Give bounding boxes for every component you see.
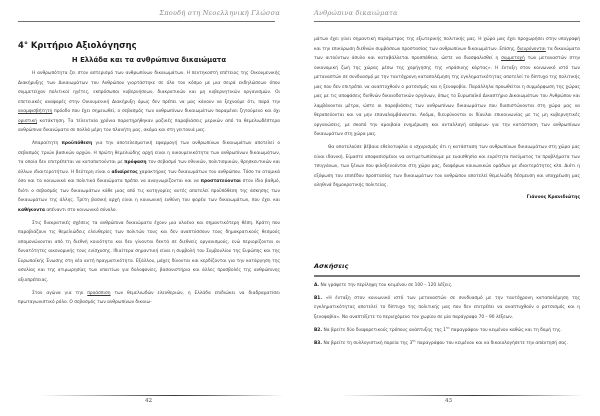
exercise-label: Α. — [314, 283, 321, 288]
article-body-continued — [314, 35, 580, 203]
text-run: Η ανθρωπότητα ζει στον αστερισμό των ανθρωπίνων δικαιωμάτων. Η πεντηκοστή επέτειος της Οικουμενικής Διακήρυξης των Δικαιωμάτων του Ανθρώπου γιορτάστηκε σε όλο τον κόσμο με μια σειρά εκδηλώσεων όπου συμμετείχαν πολιτικοί ηγέτες, εκπρόσωποι κυβερνήσεων, διακρατικών και μη κυβερνητικών οργανισμών. Οι επετειακές αναφορές στην Οικουμενική Διακήρυξη όμως δεν πρέπει να μας κάνουν να ξεχνούμε ότι, παρά την — [18, 71, 280, 105]
exercise-text: παραγράφου του κειμένου και να δικαιολογήσετε την απάντησή σας. — [415, 341, 568, 347]
exercise-item — [314, 281, 580, 290]
exercises-heading: Ασκήσεις — [314, 262, 349, 270]
bold-term: καθήκοντα — [18, 207, 45, 213]
paragraph — [314, 143, 580, 191]
author-signature: Γιάννος Κρανιδιώτης — [526, 195, 580, 200]
text-run: Στον αγώνα για την — [32, 290, 88, 296]
text-run: κατάκτηση. Τα τελευταία χρόνια παρατηρήθηκαν μαζικές παραβιάσεις μερικών από τα θεμελιωδέστερα ανθρώπινα δικαιώματα σε πολλά μέρη του πλανήτη μας, ακόμα και στη γειτονιά μας. — [18, 118, 280, 133]
exercise-text: «Η ένταξη στον κοινωνικό ιστό των μεταναστών σε συνδυασμό με την ταυτόχρονη καταπολέμηση της εγκληματικότητας αποτελεί το δίπτυχο της πολιτικής μας που δεν επιτρέπει να αναπτυχθούν ο ρατσισμός και η ξενοφοβία». Να αναπτύξετε το περιεχόμενο του χωρίου σε μία παράγραφο 70 – 90 λέξεων. — [314, 296, 580, 320]
exercise-label: Β1. — [314, 296, 326, 302]
article-paragraphs — [314, 35, 580, 191]
paragraph — [18, 69, 280, 136]
running-head: Ανθρώπινα δικαιώματα — [314, 9, 398, 17]
exercise-text: Να βρείτε δύο διαφορετικούς τρόπους ανάπτυξης της 1 — [323, 327, 447, 333]
right-page-content — [314, 0, 580, 416]
text-run: Θα αποτελούσε βέβαια εθελοτυφλία ο ισχυρισμός ότι η κατάσταση των ανθρωπίνων δικαιωμάτων στη χώρα μας είναι ιδανική. Είμαστε αποφασισμένοι να αντιμετωπίσουμε με ευαισθησία και ευρύτητα πνεύματος τα προβλήματα των τσιγγάνων, των ξένων που φιλοξενούνται στη χώρα μας, διαφόρων κοινωνικών ομάδων με ιδιαιτερότητες κλπ. Διότι η εξύψωση του επιπέδου προστασίας των δικαιωμάτων του ανθρώπου αποτελεί θεμελιώδη δέσμευση και υποχρέωση μας αληθινά δημοκρατικής πολιτείας. — [314, 145, 580, 188]
underlined-term: οριστική — [18, 118, 38, 124]
underlined-term: αναμφισβήτητη — [18, 109, 53, 114]
text-run: των μεταναστών στην οικονομική ζωή της χώρας μέσω της χορήγησης της «πράσινης κάρτας». Η ένταξη στον κοινωνικό ιστό των μεταναστών σε συνδυασμό με την ταυτόχρονη καταπολέμηση της εγκληματικότητας αποτελεί το δίπτυχο της πολιτικής μας που δεν επιτρέπει να αναπτυχθούν ο ρατσισμός και η ξενοφοβία. Παράλληλα προωθείται η συμμόρφωση της χώρας μας με τις αποφάσεις διεθνών δικαιοδοτικών οργάνων, όπως το Ευρωπαϊκό Δικαστήριο Δικαιωμάτων του Ανθρώπου και λαμβάνονται μέτρα, ώστε οι παραβιάσεις των ανθρωπίνων δικαιωμάτων που διαπιστώνονται στη χώρα μας να θεραπεύονται και να μην επαναλαμβάνονται. Ακόμα, διευρύνονται οι δίαυλοι επικοινωνίας με τις μη κυβερνητικές οργανώσεις, με σκοπό την αμοιβαία ενημέρωση και ανταλλαγή απόψεων για την κατάσταση των ανθρωπίνων δικαιωμάτων στη χώρα μας. — [314, 56, 580, 137]
text-run: στον ίδιο βαθμό, διότι ο σεβασμός των δικαιωμάτων κάθε μιας από τις κατηγορίες αυτές αποτελεί προϋπόθεση της άσκησης των δικαιωμάτων της άλλης. Τρίτη βασική αρχή είναι η κοινωνική ευθύνη του φορέα των δικαιωμάτων, που έχει και — [18, 179, 280, 203]
section-title: 4° Κριτήριο Αξιολόγησης — [18, 40, 137, 50]
exercise-text: Να βρείτε τη συλλογιστική πορεία της 3 — [323, 341, 413, 347]
exercise-item — [314, 294, 580, 322]
exercise-text: παραγράφου του κειμένου καθώς και τη δομή της. — [449, 327, 562, 333]
underlined-term: προάσπιση — [87, 290, 111, 296]
text-run: χαρακτήρας των δικαιωμάτων του ανθρώπου. Τόσο τα ατομικά όσο και τα κοινωνικά και πολιτικά δικαιώματα πρέπει να αναγνωρίζονται και να — [18, 169, 280, 184]
right-page — [300, 0, 600, 416]
bold-term: αδιαίρετος — [111, 169, 138, 175]
page-number: 43 — [445, 398, 453, 404]
underlined-term: συμμετοχή — [501, 56, 525, 61]
exercise-item — [314, 339, 580, 348]
exercise-item — [314, 326, 580, 335]
text-run: για την αποτελεσματική εφαρμογή των ανθρωπίνων δικαιωμάτων αποτελεί ο σεβασμός τριών βασικών αρχών. Η πρώτη θεμελιώδης αρχή είναι η οικουμενικότητα των ανθρωπίνων δικαιωμάτων, τα οποία δεν επιτρέπεται να καταπατούνται με — [18, 141, 280, 165]
text-run: των θεμελιωδών ελευθεριών, η Ελλάδα επιδιώκει να διαδραματίσει πρωταγωνιστικό ρόλο. Ο σεβασμός των ανθρωπίνων δικαιω- — [18, 290, 281, 305]
running-head: Σπουδή στη Νεοελληνική Γλώσσα — [159, 9, 280, 17]
article-body — [18, 69, 280, 311]
paragraph — [18, 219, 280, 286]
bold-term: προστατεύονται — [200, 179, 241, 184]
footer-rule — [340, 395, 584, 396]
bold-term: πρόφαση — [124, 160, 147, 165]
text-run: τον σεβασμό των εθνικών, πολιτισμικών, θρησκευτικών και άλλων ιδιαιτεροτήτων. Η δεύτερη είναι ο — [18, 160, 280, 175]
footer-rule — [40, 395, 284, 396]
paragraph — [314, 35, 580, 140]
exercise-label: Β3. — [314, 341, 324, 347]
header-rule — [314, 21, 580, 22]
exercise-text: Να γράψετε την περίληψη του κειμένου σε 100 – 120 λέξεις. — [320, 283, 453, 288]
text-run: απέναντι στο κοινωνικό σύνολο. — [44, 207, 117, 213]
text-run: τα δικαιώματα των αιτούντων άσυλο και καταβάλλεται προσπάθεια, ώστε να διασφαλισθεί η — [314, 46, 580, 61]
paragraph — [18, 139, 280, 215]
paragraph — [18, 289, 280, 308]
text-run: μάτων έχει γίνει σημαντική παράμετρος της εξωτερικής πολιτικής μας. Η χώρα μας έχει προχωρήσει στην υπογραφή και την επικύρωση διεθνών συμβάσεων προστασίας των ανθρωπίνων δικαιωμάτων. Επίσης, — [314, 37, 580, 52]
bold-term: προϋπόθεση — [61, 141, 93, 146]
text-run: πρόοδο που έχει σημειωθεί, ο σεβασμός των ανθρωπίνων δικαιωμάτων παραμένει ζητούμενο και όχι — [52, 109, 280, 114]
text-run: Στις διακρατικές σχέσεις τα ανθρώπινα δικαιώματα έχουν μια ολοένα και σημαντικότερη θέση. Κράτη που παραβιάζουν τις θεμελιώδεις ελευθερίες των πολιτών τους και δεν αναπτύσσουν τους δημοκρατικούς θεσμούς απομονώνονται από τη διεθνή κοινότητα και δεν γίνονται δεκτά σε διεθνείς οργανισμούς, ενώ περιορίζονται οι δυνατότητες οικονομικής τους ενίσχυσης. Ιδιαίτερα σημαντική είναι η συμβολή του Συμβουλίου της Ευρώπης και της Ευρωπαϊκής Ένωσης στη νέα αυτή πραγματικότητα. Εξάλλου, μάχες δίνονται και κερδίζονται για την κατάργηση της ασυλίας και της ατιμωρησίας των υπαιτίων για δολοφονίες, βασανιστήρια και άλλες προσβολές της ανθρώπινης αξιοπρέπειας. — [18, 220, 280, 283]
header-rule — [18, 21, 275, 22]
exercises-list — [314, 281, 580, 352]
text-run: Απαραίτητη — [32, 141, 62, 146]
exercise-label: Β2. — [314, 327, 324, 333]
left-page-content — [18, 0, 280, 416]
article-title: Η Ελλάδα και τα ανθρώπινα δικαιώματα — [71, 56, 227, 64]
ordinal-suffix: ης — [412, 338, 416, 343]
page-number: 42 — [145, 398, 153, 404]
underlined-term: διευρύνονται — [517, 46, 546, 52]
exercises-rule — [314, 275, 580, 277]
ordinal-suffix: ης — [446, 325, 450, 330]
